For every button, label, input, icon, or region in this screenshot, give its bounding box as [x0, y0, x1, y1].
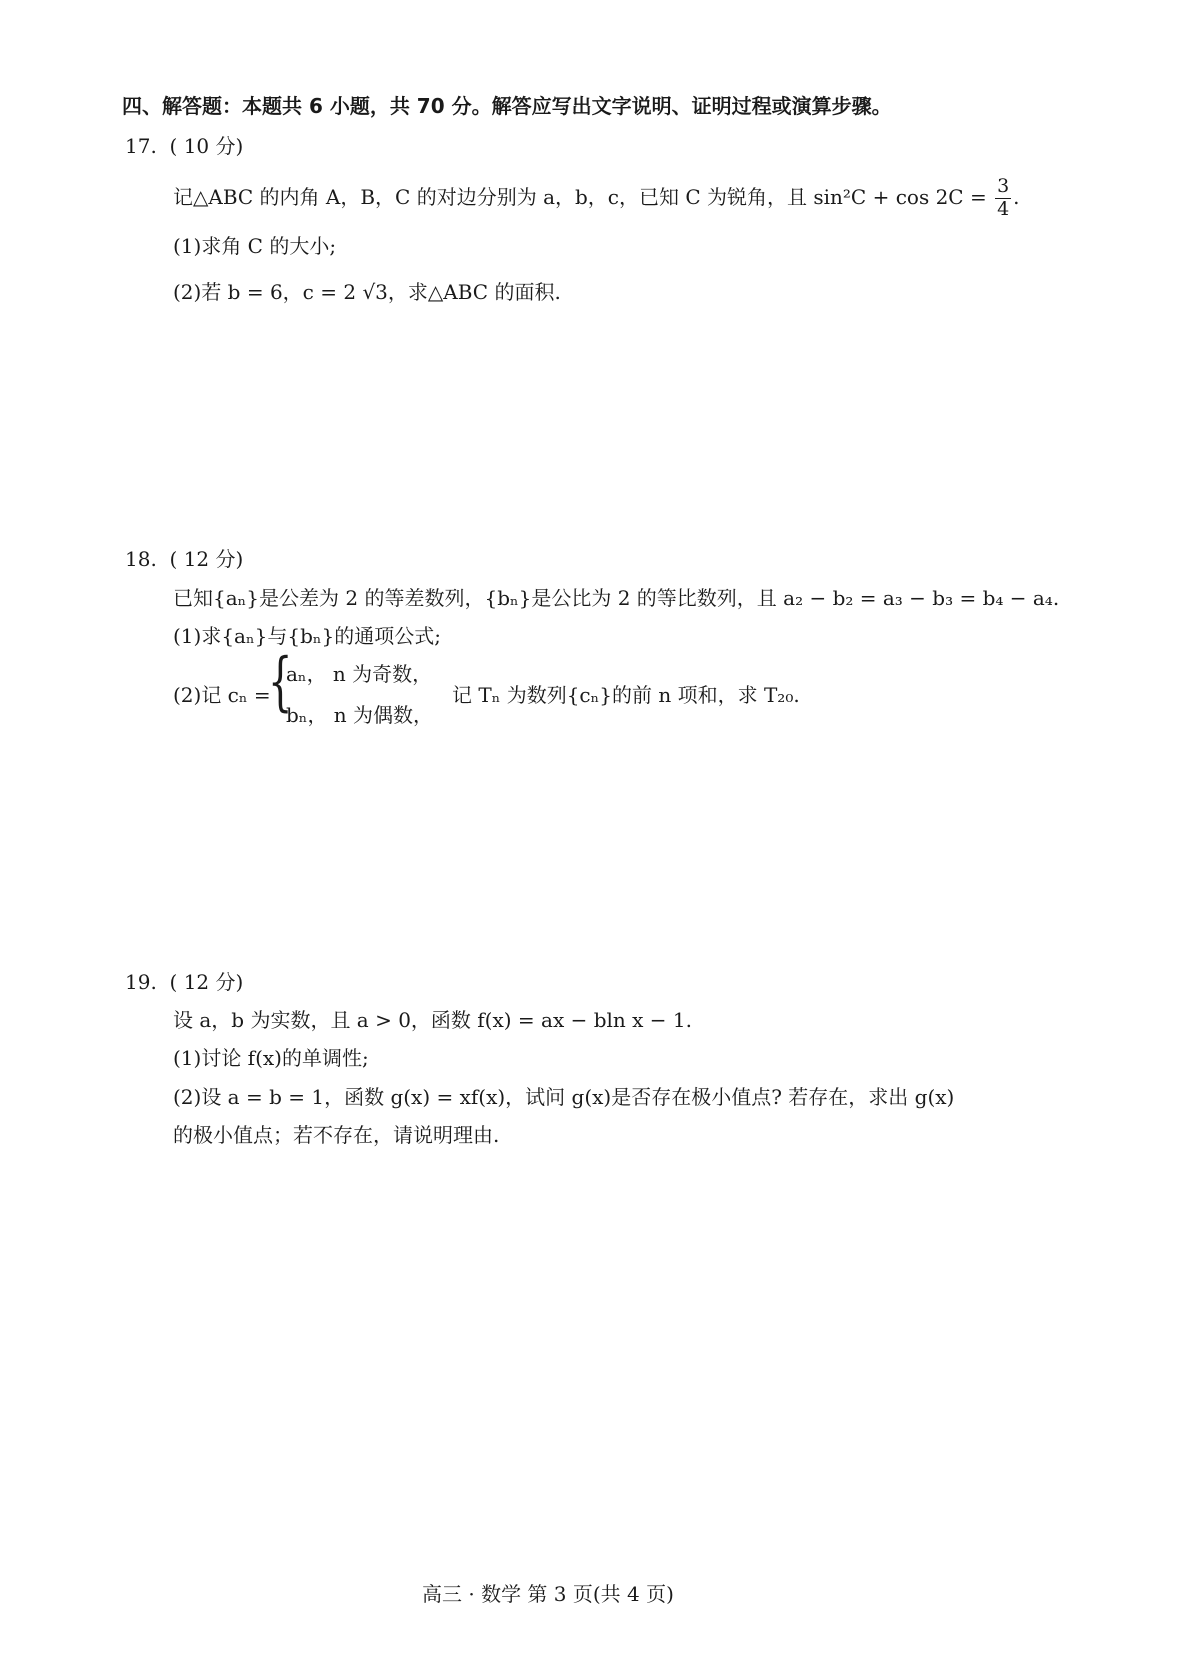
question-stem-end: . — [1013, 184, 1020, 209]
question-18-part-1: (1)求{aₙ}与{bₙ}的通项公式; — [173, 624, 441, 648]
question-18-stem: 已知{aₙ}是公差为 2 的等差数列，{bₙ}是公比为 2 的等比数列，且 a₂ − b₂ = a₃ − b₃ = b₄ − a₄. — [173, 586, 1060, 610]
question-points: ( 12 分) — [169, 970, 244, 994]
question-points: ( 12 分) — [169, 547, 244, 571]
question-stem: 记△ABC 的内角 A，B，C 的对边分别为 a，b，c，已知 C 为锐角，且 sin²C + cos 2C = — [173, 184, 987, 209]
question-18-number — [125, 547, 243, 571]
piecewise-case-odd: aₙ， n 为奇数， — [286, 662, 433, 686]
question-17-part-2: (2)若 b = 6，c = 2 √3，求△ABC 的面积. — [173, 280, 561, 304]
question-number: 18. — [125, 547, 157, 571]
question-19-part-2: (2)设 a = b = 1，函数 g(x) = xf(x)，试问 g(x)是否存在极小值点? 若存在，求出 g(x) — [173, 1085, 955, 1109]
question-19-part-2-cont: 的极小值点；若不存在，请说明理由. — [173, 1123, 500, 1147]
question-19-number — [125, 970, 243, 994]
question-number: 19. — [125, 970, 157, 994]
question-19-part-1: (1)讨论 f(x)的单调性; — [173, 1046, 369, 1070]
fraction — [995, 176, 1011, 221]
piecewise-case-even: bₙ， n 为偶数， — [286, 703, 434, 727]
question-17-number — [125, 134, 243, 158]
question-points: ( 10 分) — [169, 134, 244, 158]
question-number: 17. — [125, 134, 157, 158]
question-18-part-2-tail: 记 Tₙ 为数列{cₙ}的前 n 项和，求 T₂₀. — [452, 683, 800, 707]
question-19-stem: 设 a，b 为实数，且 a > 0，函数 f(x) = ax − bln x − 1. — [173, 1008, 692, 1032]
fraction-denominator: 4 — [997, 197, 1010, 220]
page-footer: 高三 · 数学 第 3 页(共 4 页) — [422, 1582, 674, 1606]
piecewise-brace: { — [268, 645, 293, 719]
fraction-numerator: 3 — [997, 175, 1010, 197]
section-heading: 四、解答题：本题共 6 小题，共 70 分。解答应写出文字说明、证明过程或演算步骤。 — [122, 94, 892, 118]
question-17-part-1: (1)求角 C 的大小; — [173, 234, 337, 258]
question-17-stem — [173, 176, 1020, 221]
question-18-part-2-label: (2)记 cₙ = — [173, 683, 271, 707]
